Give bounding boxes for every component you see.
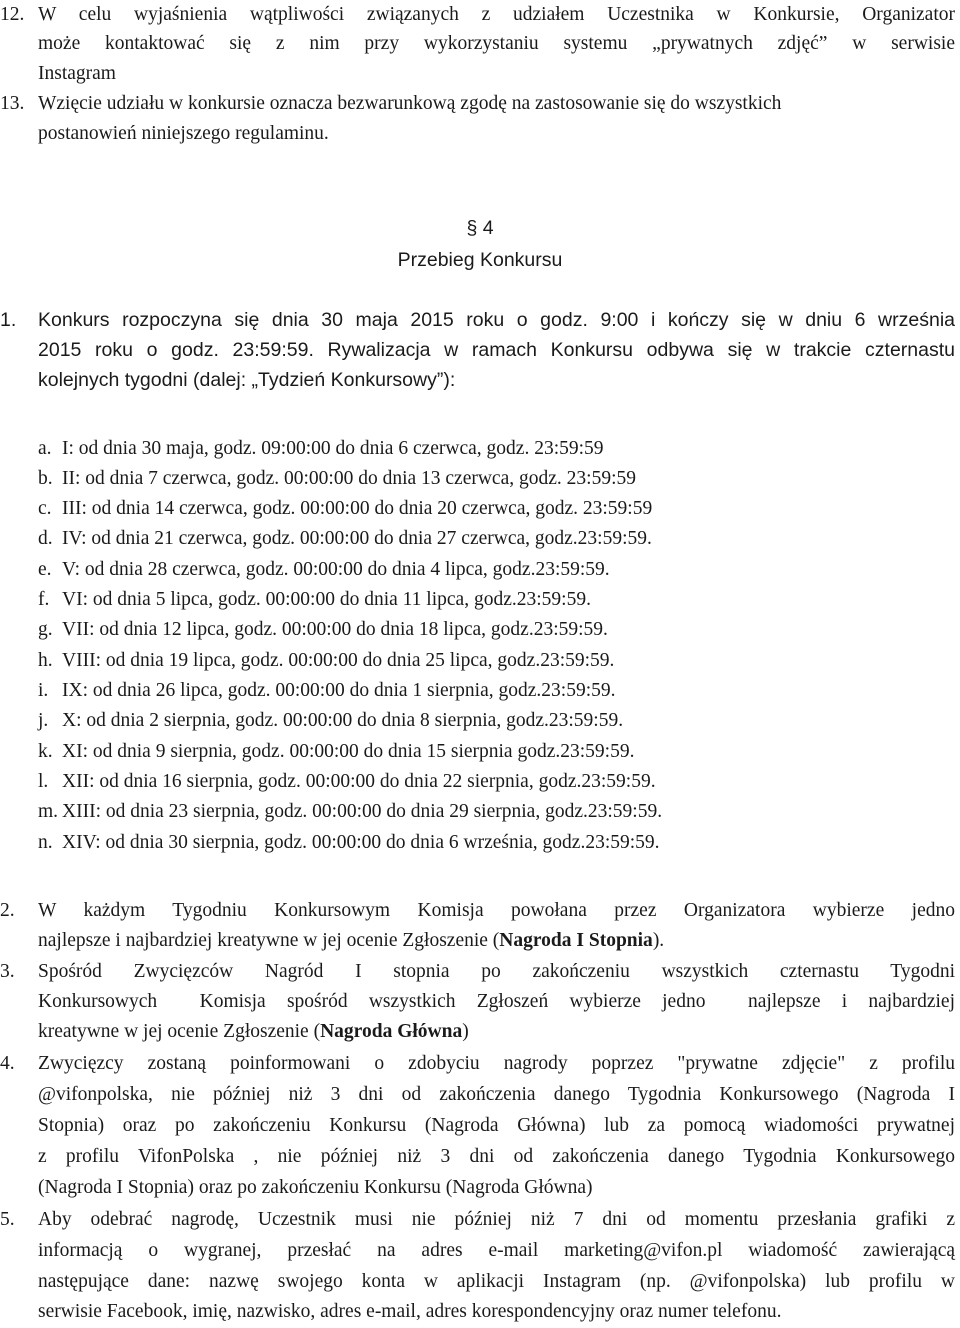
week-letter: e.: [38, 559, 52, 580]
week-text: IX: od dnia 26 lipca, godz. 00:00:00 do dnia 1 sierpnia, godz.23:59:59.: [62, 680, 616, 701]
week-letter: j.: [38, 710, 49, 731]
bold-award: Nagroda Główna: [320, 1021, 463, 1042]
item-line: następujące dane: nazwę swojego konta w aplikacji Instagram (np. @vifonpolska) lub profilu w: [38, 1271, 955, 1292]
week-letter: k.: [38, 741, 53, 762]
item-line: z profilu VifonPolska , nie później niż 3 dni od zakończenia danego Tygodnia Konkursowego: [38, 1146, 955, 1167]
bold-award: Nagroda I Stopnia: [499, 930, 653, 951]
week-letter: l.: [38, 771, 49, 792]
item-line: Zwycięzcy zostaną poinformowani o zdobyciu nagrody poprzez "prywatne zdjęcie" z profilu: [38, 1053, 955, 1074]
item-line: [38, 1017, 955, 1047]
week-text: XIII: od dnia 23 sierpnia, godz. 00:00:00 do dnia 29 sierpnia, godz.23:59:59.: [62, 801, 663, 822]
week-text: II: od dnia 7 czerwca, godz. 00:00:00 do dnia 13 czerwca, godz. 23:59:59: [62, 468, 636, 489]
item-line: Konkurs rozpoczyna się dnia 30 maja 2015 roku o godz. 9:00 i kończy się w dniu 6 września: [38, 309, 955, 331]
item-line: Konkursowych Komisja spośród wszystkich Zgłoszeń wybierze jedno najlepsze i najbardziej: [38, 991, 955, 1012]
week-text: XI: od dnia 9 sierpnia, godz. 00:00:00 do dnia 15 sierpnia godz.23:59:59.: [62, 741, 635, 762]
item-line: kolejnych tygodni (dalej: „Tydzień Konkursowy”):: [38, 369, 456, 391]
item-line: (Nagroda I Stopnia) oraz po zakończeniu Konkursu (Nagroda Główna): [38, 1177, 593, 1198]
section-title: Przebieg Konkursu: [397, 249, 563, 271]
week-text: III: od dnia 14 czerwca, godz. 00:00:00 do dnia 20 czerwca, godz. 23:59:59: [62, 498, 653, 519]
text-run: ).: [652, 930, 665, 951]
text-run: ): [462, 1021, 469, 1042]
item-number: 12.: [0, 4, 25, 25]
item-line: serwisie Facebook, imię, nazwisko, adres e-mail, adres korespondencyjny oraz numer telefonu.: [38, 1301, 782, 1322]
week-text: XII: od dnia 16 sierpnia, godz. 00:00:00 do dnia 22 sierpnia, godz.23:59:59.: [62, 771, 656, 792]
item-line: [38, 926, 955, 956]
item-number: 1.: [0, 309, 17, 331]
week-text: VI: od dnia 5 lipca, godz. 00:00:00 do dnia 11 lipca, godz.23:59:59.: [62, 589, 591, 610]
week-text: I: od dnia 30 maja, godz. 09:00:00 do dnia 6 czerwca, godz. 23:59:59: [62, 438, 604, 459]
item-line: Spośród Zwycięzców Nagród I stopnia po zakończeniu wszystkich czternastu Tygodni: [38, 961, 955, 982]
item-line: informacją o wygranej, przesłać na adres e-mail marketing@vifon.pl wiadomość zawierającą: [38, 1240, 955, 1261]
text-run: kreatywne w jej ocenie Zgłoszenie (: [38, 1021, 321, 1042]
week-letter: m.: [38, 801, 59, 822]
week-text: VII: od dnia 12 lipca, godz. 00:00:00 do dnia 18 lipca, godz.23:59:59.: [62, 619, 608, 640]
item-line: postanowień niniejszego regulaminu.: [38, 123, 329, 144]
item-line: Stopnia) oraz po zakończeniu Konkursu (Nagroda Główna) lub za pomocą wiadomości prywatnej: [38, 1115, 955, 1136]
item-line: 2015 roku o godz. 23:59:59. Rywalizacja w ramach Konkursu odbywa się w trakcie czternastu: [38, 339, 955, 361]
week-letter: i.: [38, 680, 49, 701]
item-line: Instagram: [38, 63, 116, 84]
week-letter: n.: [38, 832, 53, 853]
item-line: może kontaktować się z nim przy wykorzystaniu systemu „prywatnych zdjęć” w serwisie: [38, 33, 955, 54]
item-number: 2.: [0, 900, 15, 921]
item-line: @vifonpolska, nie później niż 3 dni od zakończenia danego Tygodnia Konkursowego (Nagroda I: [38, 1084, 955, 1105]
section-symbol: § 4: [466, 217, 494, 239]
week-text: XIV: od dnia 30 sierpnia, godz. 00:00:00 do dnia 6 września, godz.23:59:59.: [62, 832, 660, 853]
week-letter: d.: [38, 528, 53, 549]
week-letter: f.: [38, 589, 50, 610]
item-line: W celu wyjaśnienia wątpliwości związanych z udziałem Uczestnika w Konkursie, Organizator: [38, 4, 955, 25]
week-text: IV: od dnia 21 czerwca, godz. 00:00:00 do dnia 27 czerwca, godz.23:59:59.: [62, 528, 652, 549]
week-text: X: od dnia 2 sierpnia, godz. 00:00:00 do dnia 8 sierpnia, godz.23:59:59.: [62, 710, 624, 731]
item-line: W każdym Tygodniu Konkursowym Komisja powołana przez Organizatora wybierze jedno: [38, 900, 955, 921]
week-letter: h.: [38, 650, 53, 671]
item-number: 4.: [0, 1053, 15, 1074]
week-letter: b.: [38, 468, 53, 489]
item-line: Wzięcie udziału w konkursie oznacza bezwarunkową zgodę na zastosowanie się do wszystkich: [38, 93, 782, 114]
item-number: 13.: [0, 93, 25, 114]
week-letter: g.: [38, 619, 53, 640]
week-letter: a.: [38, 438, 52, 459]
text-run: najlepsze i najbardziej kreatywne w jej ocenie Zgłoszenie (: [38, 930, 500, 951]
week-text: V: od dnia 28 czerwca, godz. 00:00:00 do dnia 4 lipca, godz.23:59:59.: [62, 559, 610, 580]
week-letter: c.: [38, 498, 52, 519]
item-number: 3.: [0, 961, 15, 982]
week-text: VIII: od dnia 19 lipca, godz. 00:00:00 do dnia 25 lipca, godz.23:59:59.: [62, 650, 615, 671]
item-line: Aby odebrać nagrodę, Uczestnik musi nie później niż 7 dni od momentu przesłania grafiki z: [38, 1209, 955, 1230]
item-number: 5.: [0, 1209, 15, 1230]
